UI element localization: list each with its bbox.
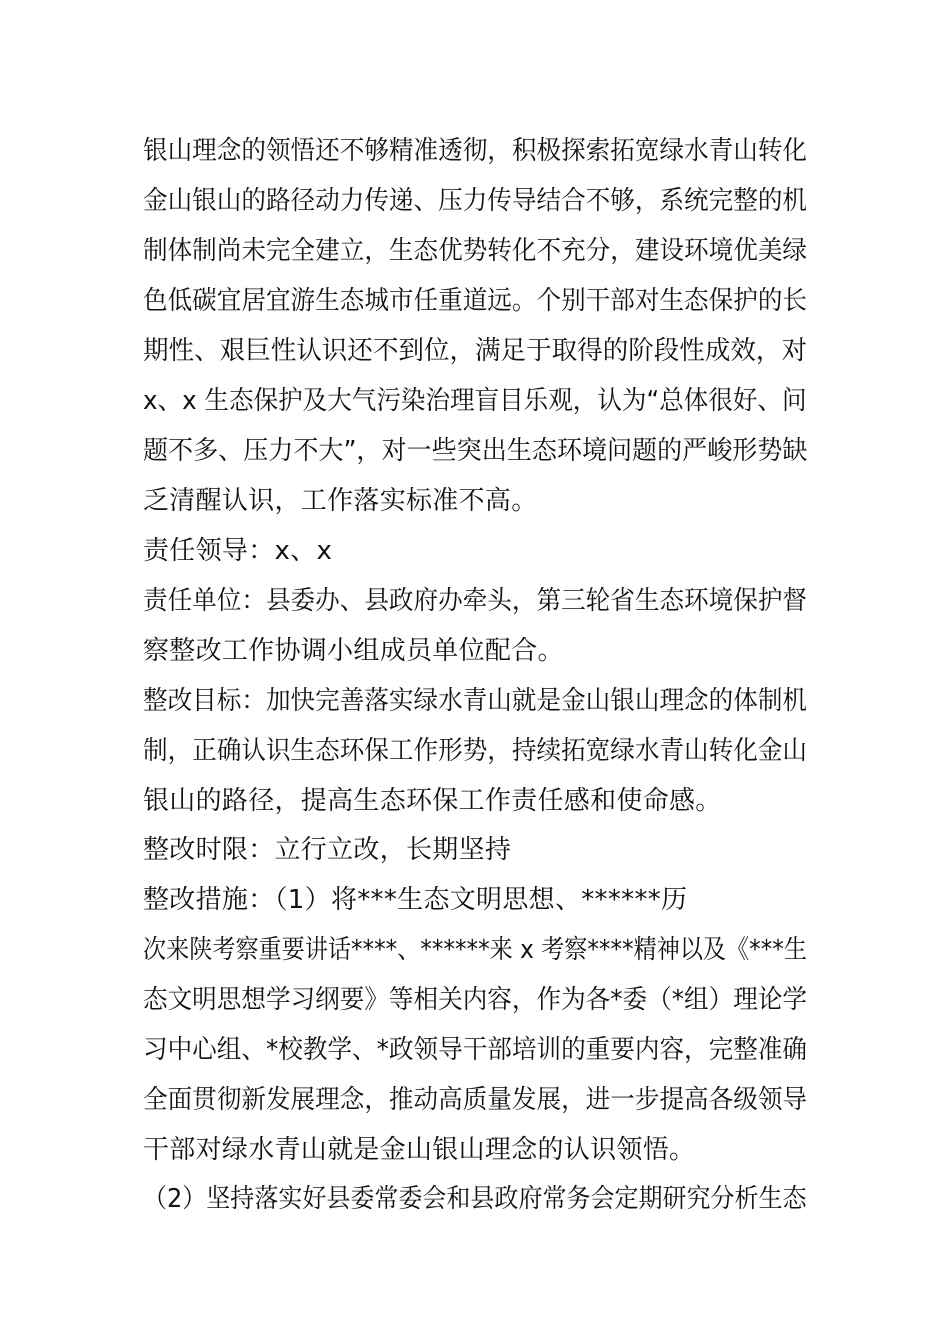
text-line: 色低碳宜居宜游生态城市任重道远。个别干部对生态保护的长 [143, 286, 808, 316]
text-line: 银山的路径，提高生态环保工作责任感和使命感。 [143, 786, 722, 816]
text-line: 乏清醒认识，工作落实标准不高。 [143, 486, 538, 516]
text-line: 次来陕考察重要讲话****、******来 x 考察****精神以及《***生 [143, 935, 807, 965]
text-line: 察整改工作协调小组成员单位配合。 [143, 636, 564, 666]
text-line: 全面贯彻新发展理念，推动高质量发展，进一步提高各级领导 [143, 1085, 808, 1115]
text-line: 习中心组、*校教学、*政领导干部培训的重要内容，完整准确 [143, 1035, 808, 1065]
text-line: 态文明思想学习纲要》等相关内容，作为各*委（*组）理论学 [143, 985, 808, 1015]
text-line: 题不多、压力不大”，对一些突出生态环境问题的严峻形势缺 [143, 436, 808, 466]
rectification-deadline: 整改时限：立行立改，长期坚持 [143, 835, 512, 865]
text-line: x、x 生态保护及大气污染治理盲目乐观，认为“总体很好、问 [143, 386, 807, 416]
responsible-unit: 责任单位：县委办、县政府办牵头，第三轮省生态环境保护督 [143, 586, 808, 616]
text-line: 期性、艰巨性认识还不到位，满足于取得的阶段性成效，对 [143, 336, 808, 366]
rectification-measures: 整改措施：（1）将***生态文明思想、******历 [143, 885, 688, 915]
measure-item-2: （2）坚持落实好县委常委会和县政府常务会定期研究分析生态 [143, 1184, 807, 1214]
text-line: 金山银山的路径动力传递、压力传导结合不够，系统完整的机 [143, 186, 808, 216]
text-line: 干部对绿水青山就是金山银山理念的认识领悟。 [143, 1135, 696, 1165]
responsible-leader: 责任领导：x、x [143, 536, 333, 566]
text-line: 银山理念的领悟还不够精准透彻，积极探索拓宽绿水青山转化 [143, 136, 808, 166]
rectification-goal: 整改目标：加快完善落实绿水青山就是金山银山理念的体制机 [143, 686, 808, 716]
text-line: 制，正确认识生态环保工作形势，持续拓宽绿水青山转化金山 [143, 736, 808, 766]
text-line: 制体制尚未完全建立，生态优势转化不充分，建设环境优美绿 [143, 236, 808, 266]
